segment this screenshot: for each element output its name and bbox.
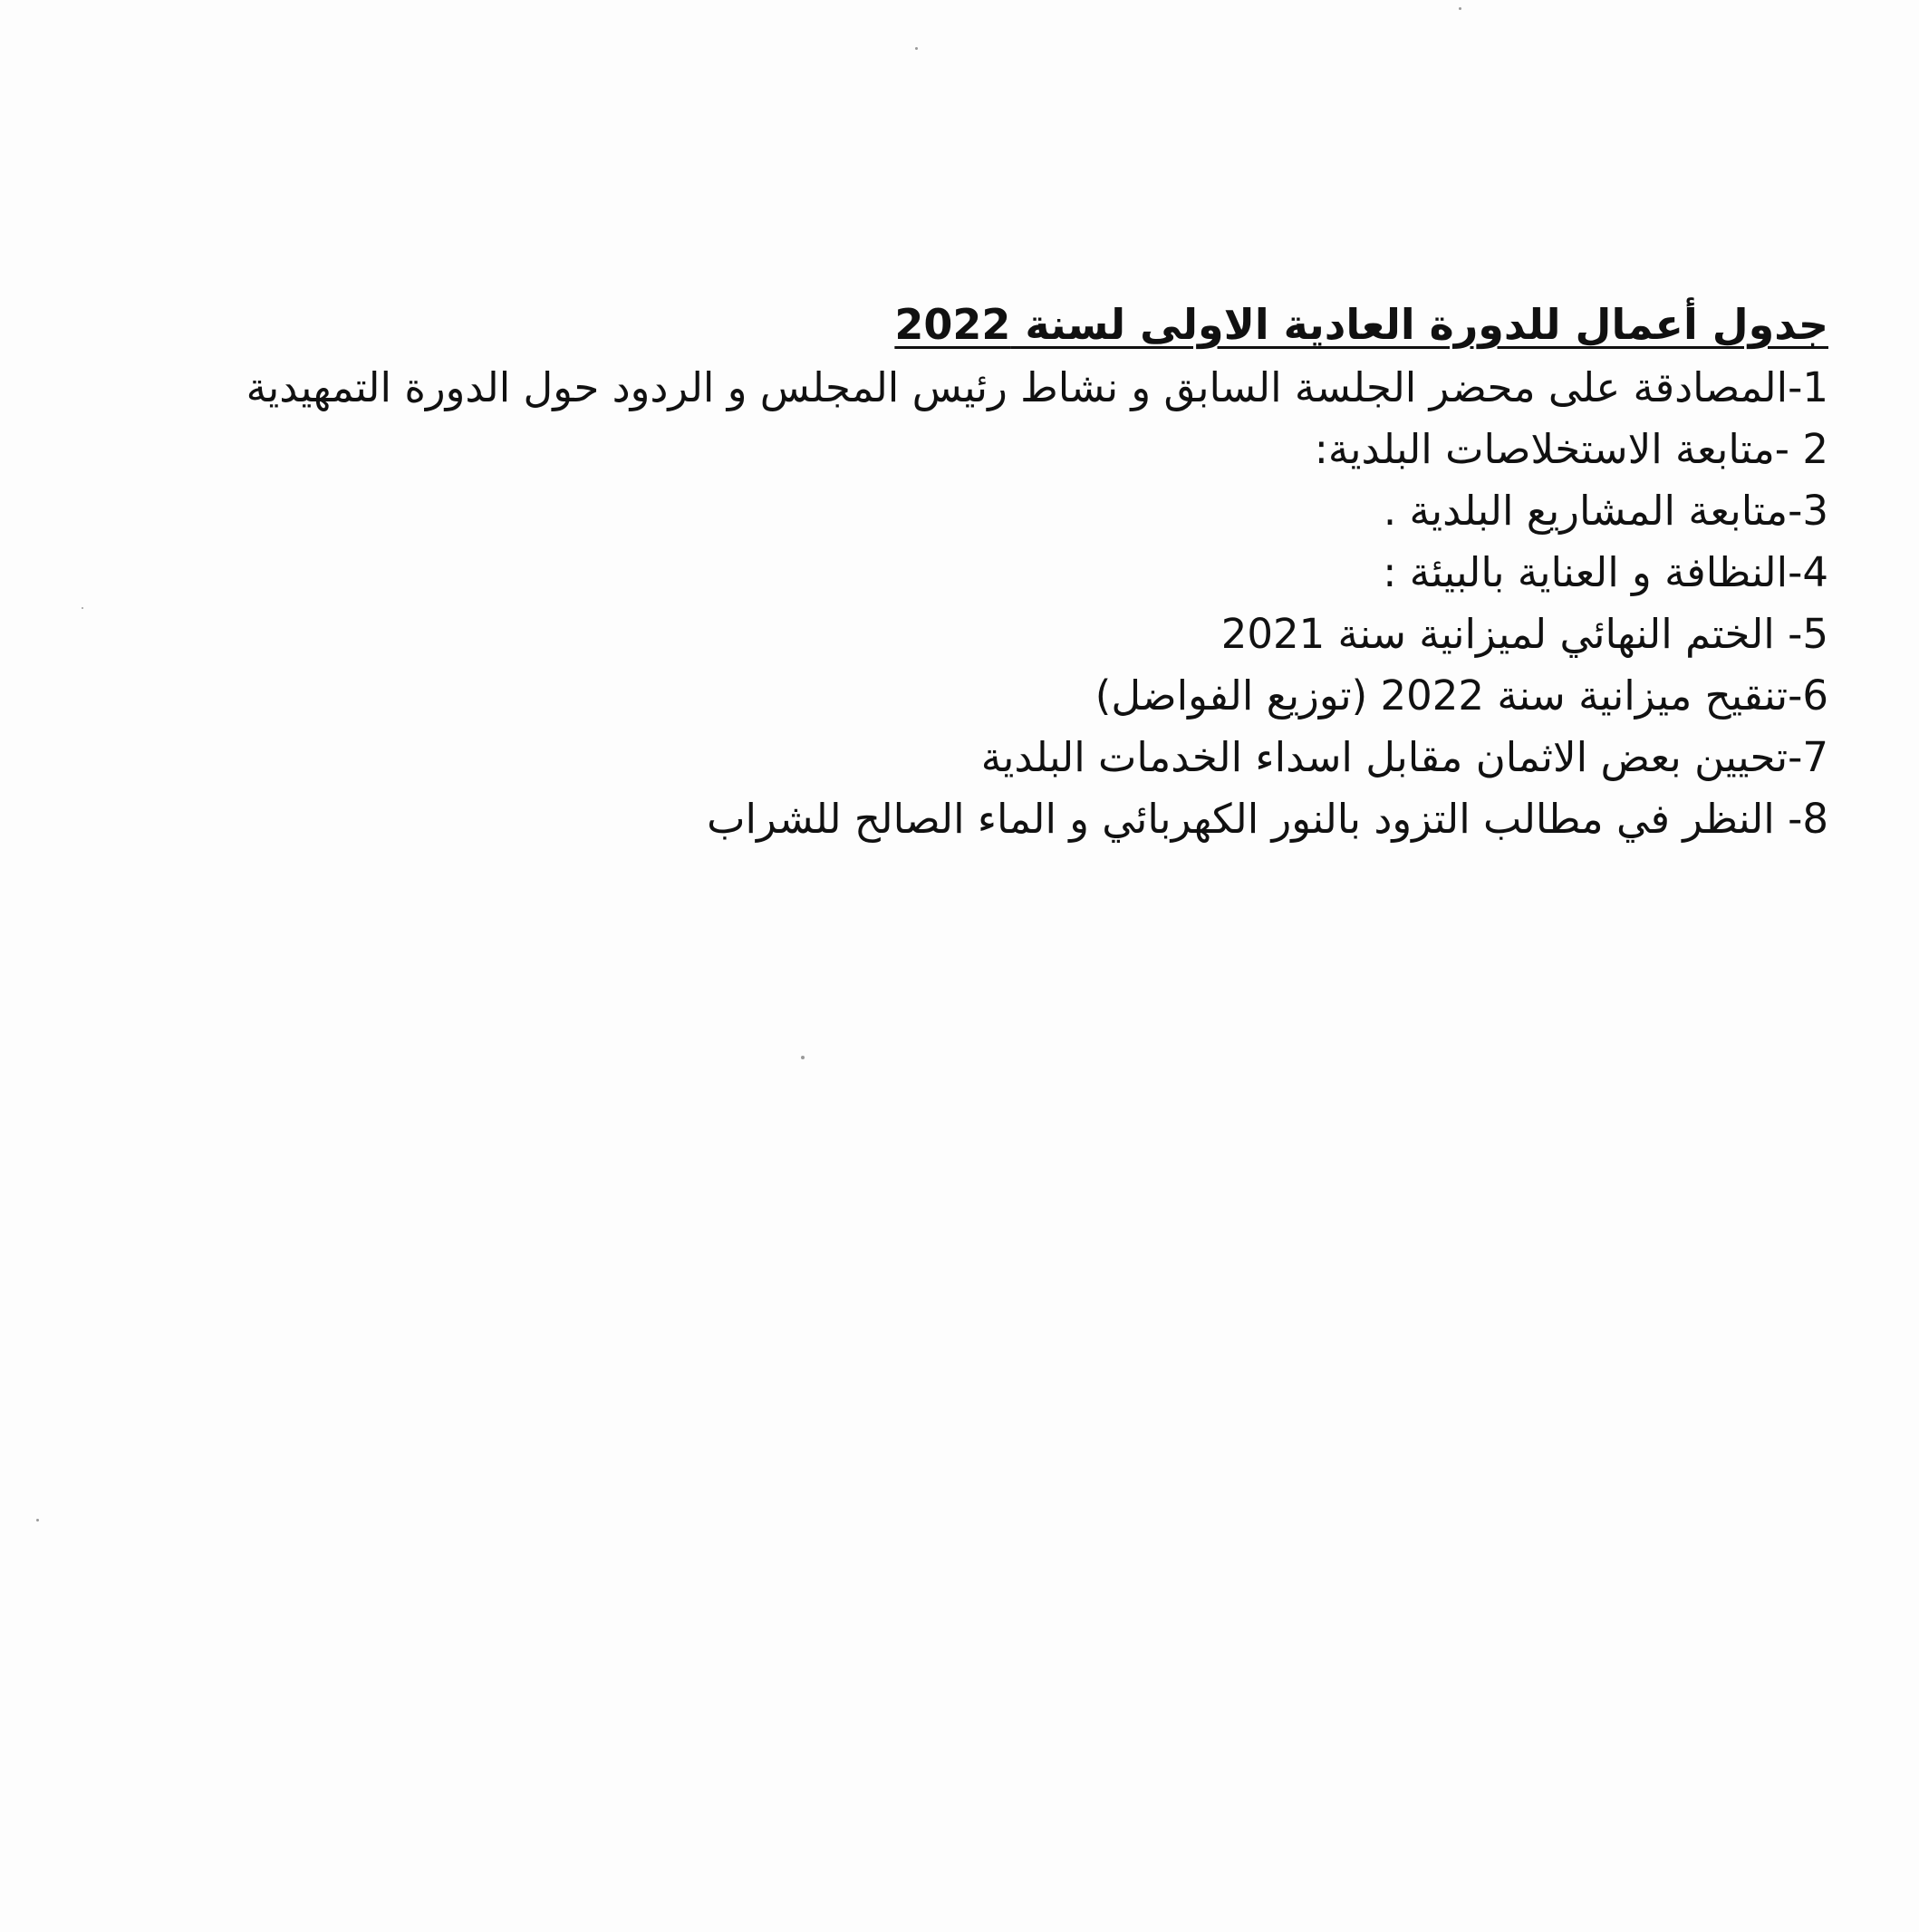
agenda-title: جدول أعمال للدورة العادية الاولى لسنة 2022 [894, 300, 1828, 349]
scan-speck [82, 607, 83, 609]
scan-speck [801, 1056, 805, 1059]
agenda-item-3: 3-متابعة المشاريع البلدية . [1383, 487, 1828, 535]
agenda-list [179, 357, 1828, 850]
agenda-item-1: 1-المصادقة على محضر الجلسة السابق و نشاط رئيس المجلس و الردود حول الدورة التمهيدية [246, 363, 1828, 411]
agenda-item-2: 2 -متابعة الاستخلاصات البلدية: [1314, 425, 1828, 473]
agenda-item-4: 4-النظافة و العناية بالبيئة : [1383, 548, 1828, 596]
scan-speck [915, 47, 918, 50]
agenda-block [179, 292, 1828, 850]
agenda-item-5: 5- الختم النهائي لميزانية سنة 2021 [1220, 610, 1828, 658]
agenda-item-6: 6-تنقيح ميزانية سنة 2022 (توزيع الفواضل) [1095, 671, 1828, 720]
agenda-item-7: 7-تحيين بعض الاثمان مقابل اسداء الخدمات البلدية [980, 733, 1828, 781]
scan-speck [36, 1519, 39, 1521]
scan-speck [1459, 7, 1461, 10]
agenda-item-8: 8- النظر في مطالب التزود بالنور الكهربائي و الماء الصالح للشراب [707, 795, 1828, 843]
